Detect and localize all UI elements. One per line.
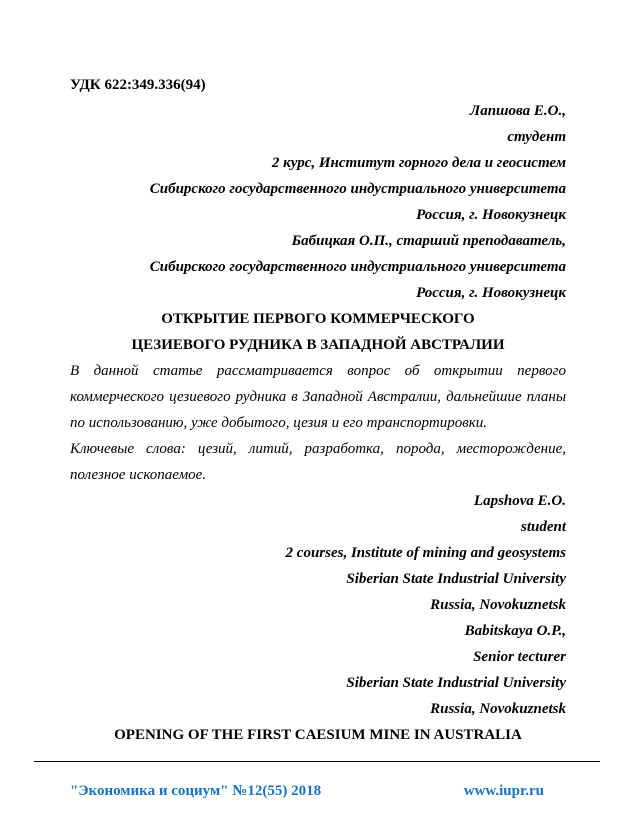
author-line-en: Siberian State Industrial University bbox=[346, 675, 566, 691]
author-line-ru: Сибирского государственного индустриального университета bbox=[149, 259, 566, 275]
author-line-en: student bbox=[520, 519, 566, 535]
author-block-en bbox=[70, 488, 566, 722]
footer-divider bbox=[34, 761, 600, 762]
article-title-ru: ОТКРЫТИЕ ПЕРВОГО КОММЕРЧЕСКОГО ЦЕЗИЕВОГО РУДНИКА В ЗАПАДНОЙ АВСТРАЛИИ bbox=[131, 311, 505, 353]
article-title-en: OPENING OF THE FIRST CAESIUM MINE IN AUSTRALIA bbox=[114, 727, 522, 743]
author-line-ru: Лапшова Е.О., bbox=[469, 103, 566, 119]
udk-code: УДК 622:349.336(94) bbox=[70, 77, 206, 93]
author-line-ru: 2 курс, Институт горного дела и геосистем bbox=[271, 155, 566, 171]
author-block-ru bbox=[70, 98, 566, 306]
author-line-ru: Бабицкая О.П., старший преподаватель, bbox=[291, 233, 566, 249]
abstract-ru: В данной статье рассматривается вопрос об открытии первого коммерческого цезиевого рудника в Западной Австралии, дальнейшие планы по использованию, уже добытого, цезия и его транспортировки. bbox=[70, 363, 566, 431]
page-footer bbox=[34, 761, 600, 804]
author-line-en: Lapshova E.O. bbox=[473, 493, 566, 509]
author-line-ru: Россия, г. Новокузнецк bbox=[416, 285, 566, 301]
author-line-ru: студент bbox=[507, 129, 566, 145]
author-line-en: Siberian State Industrial University bbox=[346, 571, 566, 587]
author-line-ru: Россия, г. Новокузнецк bbox=[416, 207, 566, 223]
author-line-en: Babitskaya O.P., bbox=[464, 623, 566, 639]
author-line-ru: Сибирского государственного индустриального университета bbox=[149, 181, 566, 197]
author-line-en: 2 courses, Institute of mining and geosystems bbox=[285, 545, 566, 561]
journal-name: "Экономика и социум" №12(55) 2018 bbox=[70, 783, 322, 799]
journal-site-link[interactable]: www.iupr.ru bbox=[463, 783, 544, 799]
footer-row bbox=[34, 778, 600, 804]
keywords-ru: Ключевые слова: цезий, литий, разработка, порода, месторождение, полезное ископаемое. bbox=[70, 441, 566, 483]
author-line-en: Russia, Novokuznetsk bbox=[430, 701, 566, 717]
author-line-en: Russia, Novokuznetsk bbox=[430, 597, 566, 613]
author-line-en: Senior tecturer bbox=[473, 649, 566, 665]
